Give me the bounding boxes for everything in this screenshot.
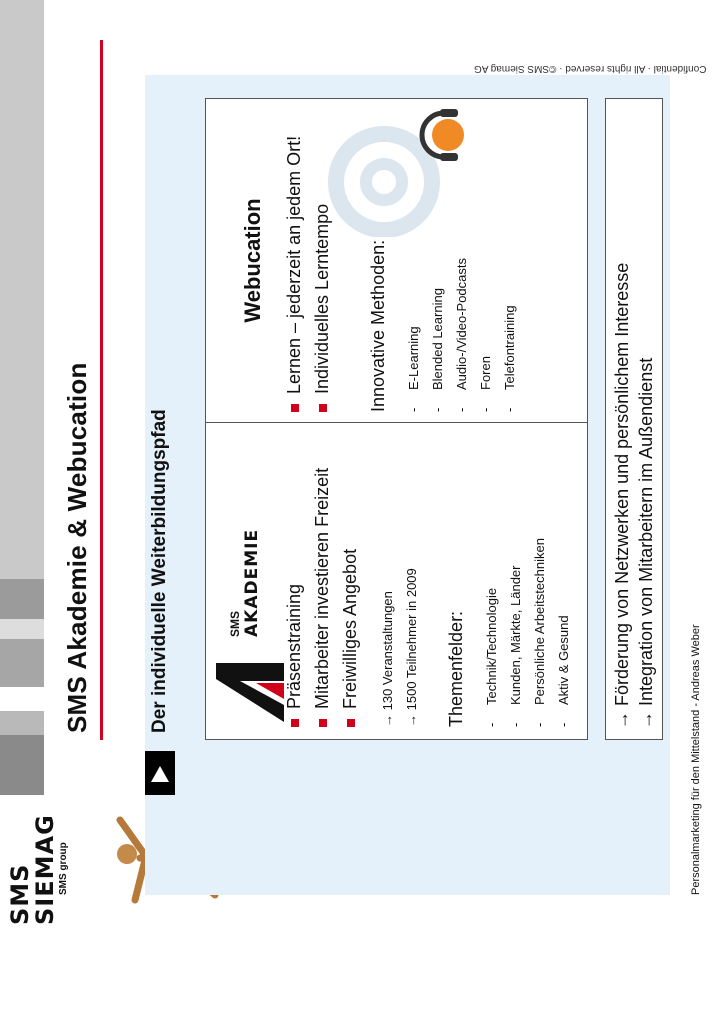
confidential-note: Confidential · All rights reserved · ©SMS Siemag AG [474, 63, 707, 74]
arrow-right-icon: → [380, 710, 395, 727]
list-item: Mitarbeiter investieren Freizeit [308, 468, 336, 727]
arrow-right-icon: → [636, 705, 656, 729]
list-item: -Blended Learning [430, 288, 445, 412]
list-item: -Telefontraining [502, 305, 517, 412]
list-item: Lernen – jederzeit an jedem Ort! [280, 136, 308, 412]
play-triangle-icon [145, 751, 175, 795]
webucation-box [205, 98, 588, 423]
title-rule [100, 40, 103, 740]
themen-heading: Themenfelder: [446, 610, 466, 727]
akademie-a-mark-icon [214, 645, 286, 727]
stat-item: → 130 Veranstaltungen [380, 591, 395, 727]
square-bullet-icon [291, 719, 299, 727]
square-bullet-icon [319, 404, 327, 412]
stat-item: → 1500 Teilnehmer in 2009 [404, 568, 419, 727]
grey-strip [0, 0, 44, 795]
headphones-at-icon [324, 107, 474, 237]
list-item: -E-Learning [406, 326, 421, 412]
figure-arm-left [135, 860, 145, 900]
summary-box [605, 98, 663, 740]
list-item: -Foren [478, 356, 493, 412]
methods-heading: Innovative Methoden: [368, 239, 388, 412]
square-bullet-icon [347, 719, 355, 727]
themen-list [480, 538, 576, 727]
logo-line-sms: SMS [6, 863, 34, 925]
akademie-logo-sms: SMS [228, 610, 242, 637]
page-title: SMS Akademie & Webucation [62, 362, 92, 733]
square-bullet-icon [319, 719, 327, 727]
sms-siemag-logo [8, 805, 88, 925]
figure-head [117, 844, 137, 864]
akademie-stats [376, 568, 424, 727]
arrow-right-icon: → [612, 705, 632, 729]
list-item: Präsenstraining [280, 468, 308, 727]
square-bullet-icon [291, 404, 299, 412]
footer-left: Personalmarketing für den Mittelstand - Andreas Weber [690, 624, 702, 895]
list-item: Individuelles Lerntempo [308, 136, 336, 412]
methods-list [402, 258, 522, 412]
webucation-bullets [280, 136, 336, 412]
list-item: -Kunden, Märkte, Länder [508, 565, 523, 727]
list-item: Freiwilliges Angebot [336, 468, 364, 727]
akademie-logo [214, 528, 286, 727]
webucation-heading: Webucation [240, 198, 265, 323]
akademie-box [205, 422, 588, 740]
arrow-right-icon: → [404, 710, 419, 727]
akademie-bullets [280, 468, 364, 727]
list-item: -Persönliche Arbeitstechniken [532, 538, 547, 727]
logo-line-group: SMS group [58, 842, 69, 895]
list-item: -Aktiv & Gesund [556, 615, 571, 727]
list-item: -Audio-/Video-Podcasts [454, 257, 469, 412]
logo-line-siemag: SIEMAG [31, 814, 59, 925]
section-subtitle: Der individuelle Weiterbildungspfad [149, 409, 170, 733]
summary-item: → Integration von Mitarbeitern im Außendienst [636, 357, 656, 729]
akademie-logo-name: AKADEMIE [242, 528, 262, 637]
summary-item: → Förderung von Netzwerken und persönlichem Interesse [612, 262, 632, 729]
list-item: -Technik/Technologie [484, 587, 499, 727]
